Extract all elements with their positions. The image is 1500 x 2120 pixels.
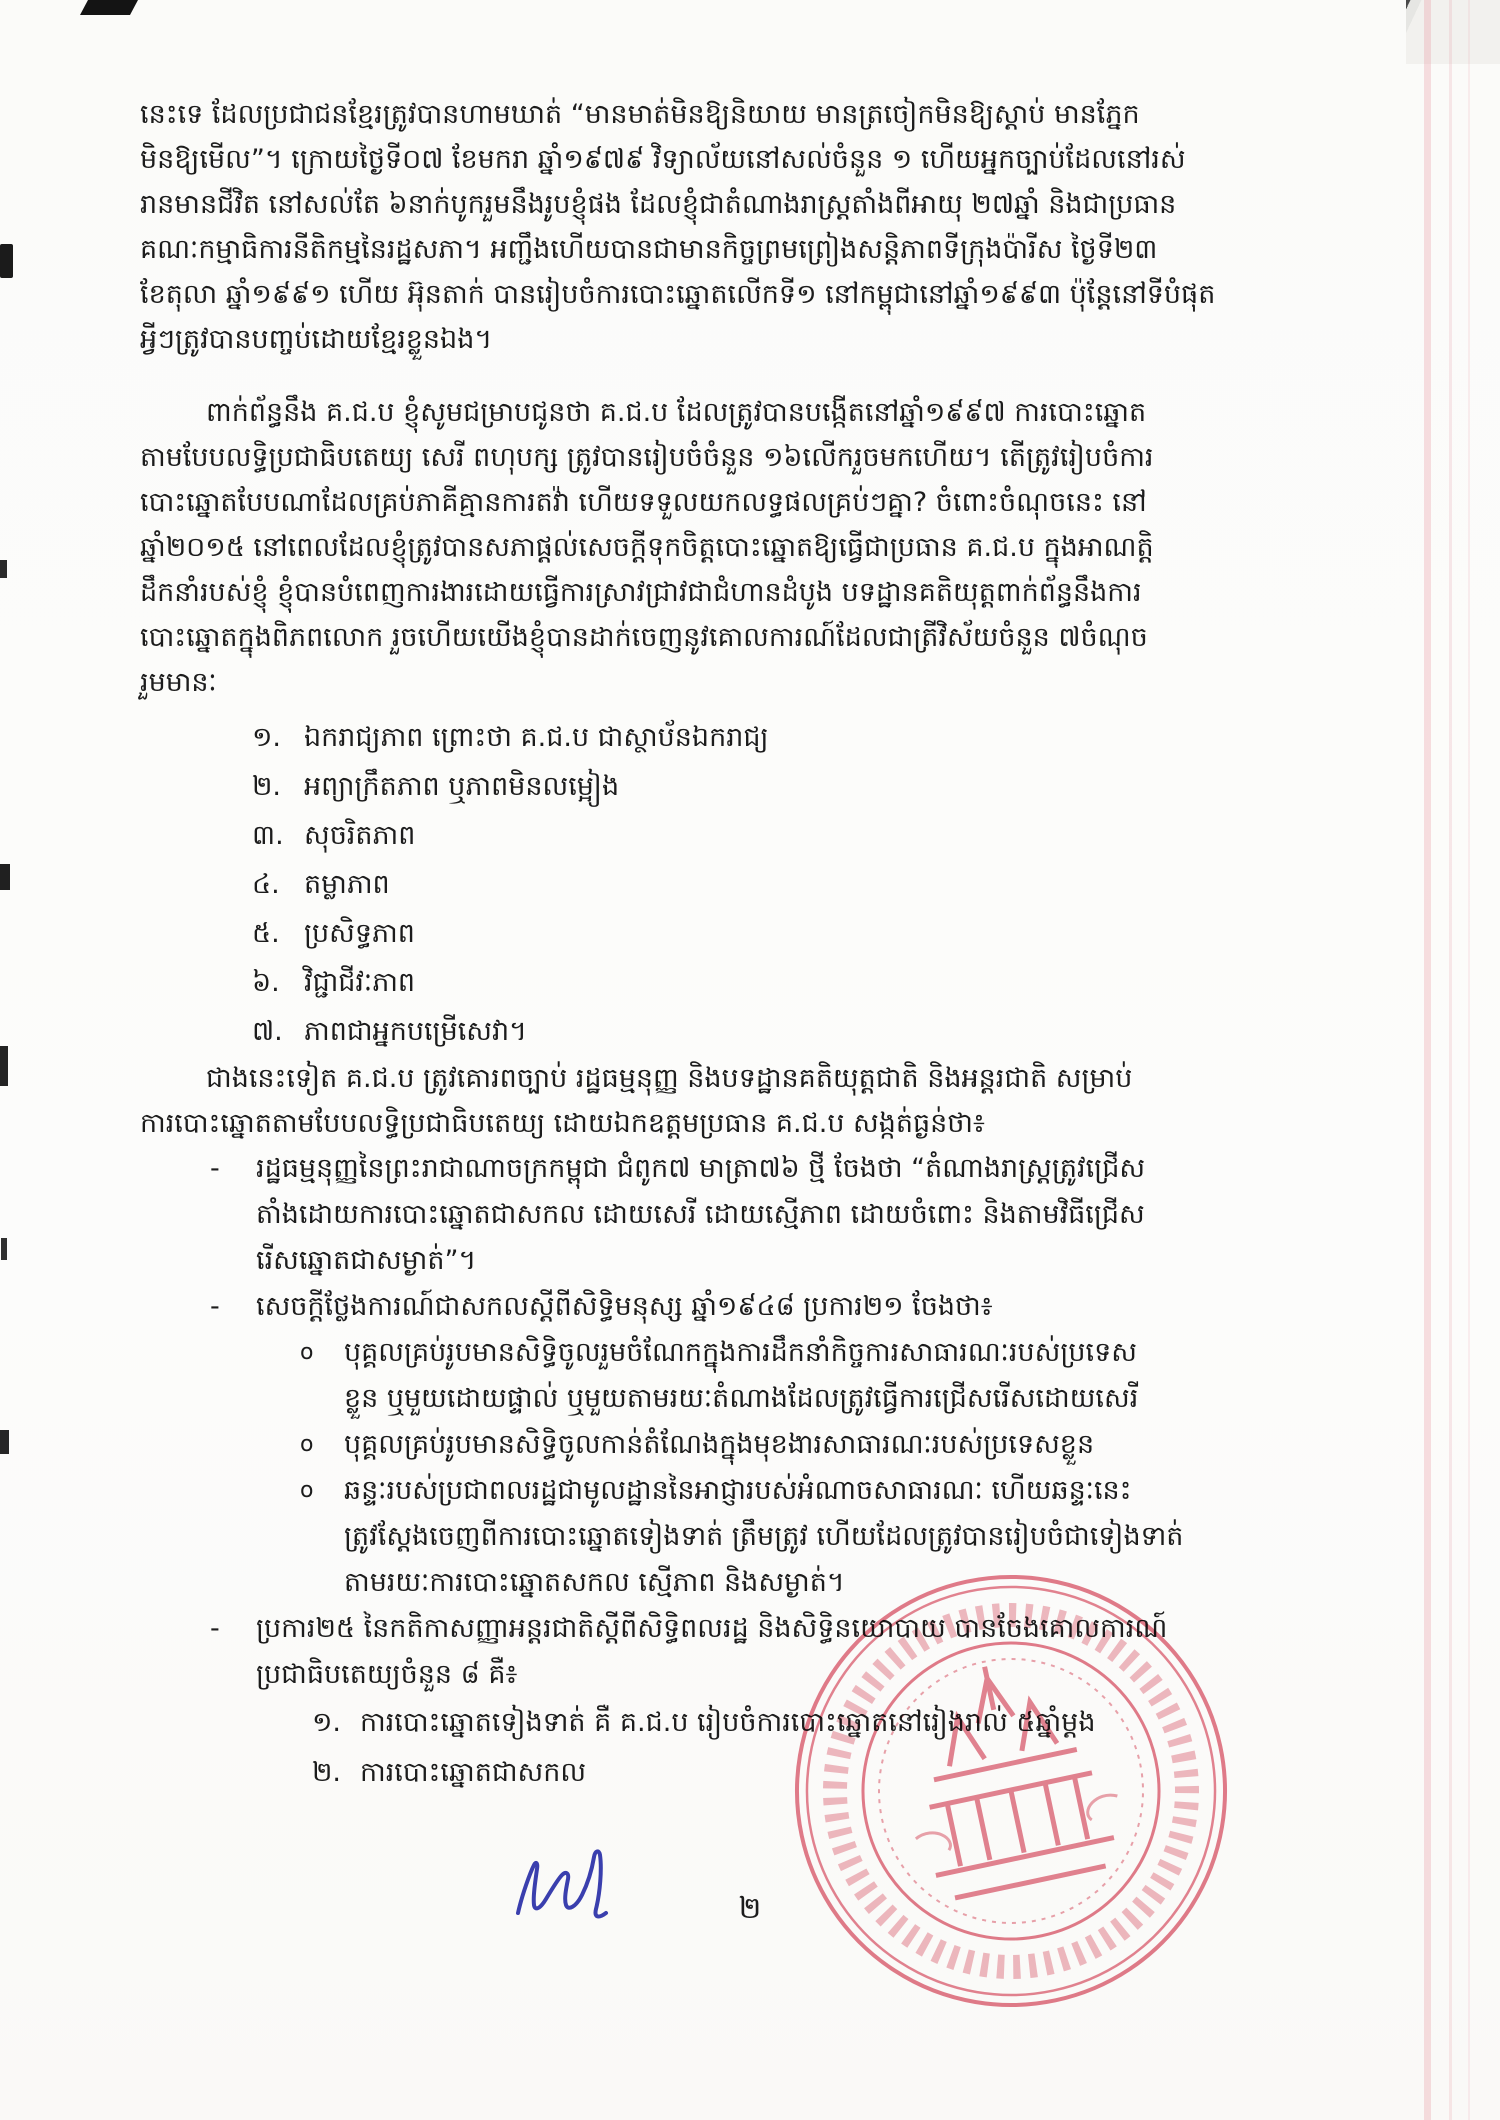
circle-bullet-marker: o [300,1432,314,1457]
scan-edge-mark [80,0,138,15]
dash-item-text: រដ្ឋធម្មនុញ្ញនៃព្រះរាជាណាចក្រកម្ពុជា ជំពូក៧ មាត្រា៧៦ ថ្មី ចែងថា “តំណាងរាស្ត្រត្រូវជ្រើស [256,1153,1146,1184]
dash-item-iccpr [140,1606,1398,1652]
paragraph-2-line: ដឹកនាំរបស់ខ្ញុំ ខ្ញុំបានបំពេញការងារដោយធ្វើការស្រាវជ្រាវជាជំហានដំបូង បទដ្ឋានគតិយុត្តពាក់ព័ន្ធនឹងការ [140,577,1142,608]
dash-item-text: រើសឆ្នោតជាសម្ងាត់”។ [256,1245,477,1276]
list-item-text: អព្យាក្រឹតភាព ឬភាពមិនលម្អៀង [304,771,620,802]
document-body [140,92,1398,1798]
list-item [140,713,1398,762]
list-item-number: ២. [312,1757,342,1788]
sub-bullet-text: តាមរយៈការបោះឆ្នោតសកល ស្មើភាព និងសម្ងាត់។ [344,1567,845,1598]
scan-edge-mark [0,1046,8,1086]
paragraph-2 [140,390,1398,705]
paragraph-3-line: ជាងនេះទៀត គ.ជ.ប ត្រូវគោរពច្បាប់ រដ្ឋធម្មនុញ្ញ និងបទដ្ឋានគតិយុត្តជាតិ និងអន្តរជាតិ សម្រាប់ [206,1063,1133,1094]
list-item-text: ការបោះឆ្នោតទៀងទាត់ គឺ គ.ជ.ប រៀបចំការបោះឆ្នោតនៅរៀងរាល់ ៥ឆ្នាំម្ដង [360,1707,1096,1738]
dash-item-udhr [140,1284,1398,1330]
list-item-number: ១. [312,1707,342,1738]
dash-marker: - [210,1613,220,1644]
paragraph-2-line: ពាក់ព័ន្ធនឹង គ.ជ.ប ខ្ញុំសូមជម្រាបជូនថា គ.ជ.ប ដែលត្រូវបានបង្កើតនៅឆ្នាំ១៩៩៧ ការបោះឆ្នោត [206,397,1147,428]
list-item-text: ឯករាជ្យភាព ព្រោះថា គ.ជ.ប ជាស្ថាប័នឯករាជ្យ [304,722,769,753]
sub-bullet [140,1330,1398,1376]
page-number: ២ [738,1891,762,1926]
list-item-text: ភាពជាអ្នកបម្រើសេវា។ [304,1016,527,1047]
sub-bullet [140,1468,1398,1514]
list-item [140,811,1398,860]
dash-marker: - [210,1291,220,1322]
list-item-number: ៣. [252,820,284,851]
principles-list [140,713,1398,1056]
sub-bullet-text: ខ្លួន ឬមួយដោយផ្ទាល់ ឬមួយតាមរយៈតំណាងដែលត្រូវធ្វើការជ្រើសរើសដោយសេរី [344,1383,1139,1414]
scan-edge-mark [0,864,10,890]
list-item-number: ២. [252,771,282,802]
dash-item-text: តាំងដោយការបោះឆ្នោតជាសកល ដោយសេរី ដោយស្មើភាព ដោយចំពោះ និងតាមវិធីជ្រើស [256,1199,1145,1230]
list-item [140,909,1398,958]
dash-item-text: ប្រការ២៥ នៃកតិកាសញ្ញាអន្តរជាតិស្ដីពីសិទ្ធិពលរដ្ឋ និងសិទ្ធិនយោបាយ បានចែងគោលការណ៍ [256,1613,1168,1644]
sub-bullet-text: ឆន្ទៈរបស់ប្រជាពលរដ្ឋជាមូលដ្ឋាននៃអាជ្ញារបស់អំណាចសាធារណៈ ហើយឆន្ទៈនេះ [344,1475,1132,1506]
list-item-text: ប្រសិទ្ធភាព [304,918,415,949]
paragraph-1-line: នេះទេ ដែលប្រជាជនខ្មែរត្រូវបានហាមឃាត់ “មានមាត់មិនឱ្យនិយាយ មានត្រចៀកមិនឱ្យស្ដាប់ មានភ្នែក [140,99,1140,130]
sub-bullet-text: ត្រូវស្ដែងចេញពីការបោះឆ្នោតទៀងទាត់ ត្រឹមត្រូវ ហើយដែលត្រូវបានរៀបចំជាទៀងទាត់ [344,1521,1184,1552]
scan-edge-mark [1,1238,7,1260]
list-item-number: ៥. [252,918,280,949]
list-item-number: ១. [252,722,282,753]
paragraph-3 [140,1056,1398,1146]
scan-edge-mark [0,560,7,578]
scan-color-streak [1449,0,1452,2120]
dash-item-text: សេចក្ដីថ្លែងការណ៍ជាសកលស្ដីពីសិទ្ធិមនុស្ស ឆ្នាំ១៩៤៨ ប្រការ២១ ចែងថា៖ [256,1291,993,1322]
list-item [140,1698,1398,1748]
paragraph-1-line: អ្វីៗត្រូវបានបញ្ចប់ដោយខ្មែរខ្លួនឯង។ [140,324,493,355]
list-item [140,1007,1398,1056]
list-item-text: សុចរិតភាព [304,820,416,851]
paragraph-1-line: រានមានជីវិត នៅសល់តែ ៦នាក់បូករួមនឹងរូបខ្ញុំផង ដែលខ្ញុំជាតំណាងរាស្ត្រតាំងពីអាយុ ២៧ឆ្នាំ និងជាប្រធាន [140,189,1177,220]
paragraph-1-line: ខែតុលា ឆ្នាំ១៩៩១ ហើយ អ៊ុនតាក់ បានរៀបចំការបោះឆ្នោតលើកទី១ នៅកម្ពុជានៅឆ្នាំ១៩៩៣ ប៉ុន្តែនៅទីបំផុត [140,279,1216,310]
list-item-text: ការបោះឆ្នោតជាសកល [360,1757,587,1788]
list-item [140,860,1398,909]
scan-color-streak [1424,0,1431,2120]
paragraph-2-line: រួមមានៈ [140,667,217,698]
list-item-number: ៤. [252,869,280,900]
dash-item-text: ប្រជាធិបតេយ្យចំនួន ៨ គឺ៖ [256,1659,518,1690]
list-item [140,1748,1398,1798]
sub-bullet-text: បុគ្គលគ្រប់រូបមានសិទ្ធិចូលកាន់តំណែងក្នុងមុខងារសាធារណៈរបស់ប្រទេសខ្លួន [344,1429,1095,1460]
circle-bullet-marker: o [300,1478,314,1503]
paragraph-2-line: តាមបែបលទ្ធិប្រជាធិបតេយ្យ សេរី ពហុបក្ស ត្រូវបានរៀបចំចំនួន ១៦លើករួចមកហើយ។ តើត្រូវរៀបចំការ [140,442,1154,473]
scan-edge-mark [0,244,13,278]
list-item-text: វិជ្ជាជីវៈភាព [304,967,416,998]
paragraph-2-line: បោះឆ្នោតក្នុងពិភពលោក រួចហើយយើងខ្ញុំបានដាក់ចេញនូវគោលការណ៍ដែលជាត្រីវិស័យចំនួន ៧ចំណុច [140,622,1148,653]
dash-item-constitution [140,1146,1398,1192]
sub-bullet [140,1422,1398,1468]
circle-bullet-marker: o [300,1340,314,1365]
dash-marker: - [210,1153,220,1184]
list-item [140,958,1398,1007]
list-item-text: តម្លាភាព [304,869,390,900]
paragraph-2-line: ឆ្នាំ២០១៥ នៅពេលដែលខ្ញុំត្រូវបានសភាផ្ដល់សេចក្ដីទុកចិត្តបោះឆ្នោតឱ្យធ្វើជាប្រធាន គ.ជ.ប ក្នុងអាណត្តិ [140,532,1154,563]
scan-color-streak [1468,0,1470,2120]
paragraph-1 [140,92,1398,362]
paragraph-1-line: មិនឱ្យមើល”។ ក្រោយថ្ងៃទី០៧ ខែមករា ឆ្នាំ១៩៧៩ វិទ្យាល័យនៅសល់ចំនួន ១ ហើយអ្នកច្បាប់ដែលនៅរស់ [140,144,1186,175]
page-corner-fold [1406,0,1500,64]
scan-edge-mark [0,1430,9,1454]
paragraph-1-line: គណៈកម្មាធិការនីតិកម្មនៃរដ្ឋសភា។ អញ្ជឹងហើយបានជាមានកិច្ចព្រមព្រៀងសន្តិភាពទីក្រុងប៉ារីស ថ្ងៃទី២៣ [140,234,1158,265]
sub-bullet-text: បុគ្គលគ្រប់រូបមានសិទ្ធិចូលរួមចំណែកក្នុងការដឹកនាំកិច្ចការសាធារណៈរបស់ប្រទេស [344,1337,1137,1368]
paragraph-2-line: បោះឆ្នោតបែបណាដែលគ្រប់ភាគីគ្មានការតវ៉ា ហើយទទួលយកលទ្ធផលគ្រប់ៗគ្នា? ចំពោះចំណុចនេះ នៅ [140,487,1147,518]
list-item-number: ៦. [252,967,280,998]
list-item-number: ៧. [252,1016,283,1047]
list-item [140,762,1398,811]
paragraph-3-line: ការបោះឆ្នោតតាមបែបលទ្ធិប្រជាធិបតេយ្យ ដោយឯកឧត្តមប្រធាន គ.ជ.ប សង្កត់ធ្ងន់ថា៖ [140,1108,985,1139]
